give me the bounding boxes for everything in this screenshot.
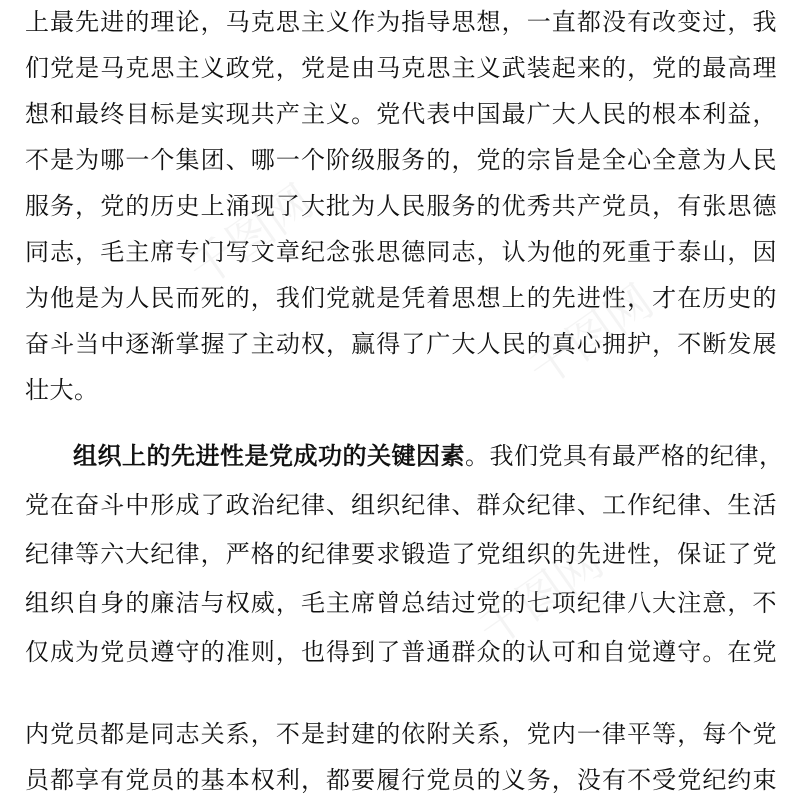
paragraph2-line-4: 组织自身的廉洁与权威，毛主席曾总结过党的七项纪律八大注意，不: [25, 589, 777, 617]
paragraph2-line-1-rest: 。我们党具有最严格的纪律，: [465, 442, 784, 470]
paragraph1-line-8: 奋斗当中逐渐掌握了主动权，赢得了广大人民的真心拥护，不断发展: [25, 330, 777, 358]
paragraph1-line-9: 壮大。: [25, 376, 99, 404]
paragraph1-line-2: 们党是马克思主义政党，党是由马克思主义武装起来的，党的最高理: [25, 54, 777, 82]
watermark-3: 千图网: [468, 533, 613, 658]
paragraph1-line-6: 同志，毛主席专门写文章纪念张思德同志，认为他的死重于泰山，因: [25, 238, 777, 266]
paragraph1-line-4: 不是为哪一个集团、哪一个阶级服务的，党的宗旨是全心全意为人民: [25, 146, 777, 174]
paragraph2-heading: 组织上的先进性是党成功的关键因素: [73, 441, 465, 470]
paragraph2-line-2: 党在奋斗中形成了政治纪律、组织纪律、群众纪律、工作纪律、生活: [25, 491, 777, 519]
paragraph1-line-5: 服务，党的历史上涌现了大批为人民服务的优秀共产党员，有张思德: [25, 192, 777, 220]
paragraph1-line-3: 想和最终目标是实现共产主义。党代表中国最广大人民的根本利益，: [25, 100, 777, 128]
paragraph1-line-7: 为他是为人民而死的，我们党就是凭着思想上的先进性，才在历史的: [25, 284, 777, 312]
paragraph2-line-1: [73, 439, 784, 473]
paragraph3-line-1: 内党员都是同志关系，不是封建的依附关系，党内一律平等，每个党: [25, 720, 777, 748]
paragraph1-line-1: 上最先进的理论，马克思主义作为指导思想，一直都没有改变过，我: [25, 8, 777, 36]
paragraph2-line-5: 仅成为党员遵守的准则，也得到了普通群众的认可和自觉遵守。在党: [25, 638, 777, 666]
paragraph3-line-2: 员都享有党员的基本权利，都要履行党员的义务，没有不受党纪约束: [25, 766, 777, 794]
watermark-1: 千图网: [178, 173, 323, 298]
paragraph2-line-3: 纪律等六大纪律，严格的纪律要求锻造了党组织的先进性，保证了党: [25, 540, 777, 568]
watermark-2: 千图网: [518, 273, 663, 398]
